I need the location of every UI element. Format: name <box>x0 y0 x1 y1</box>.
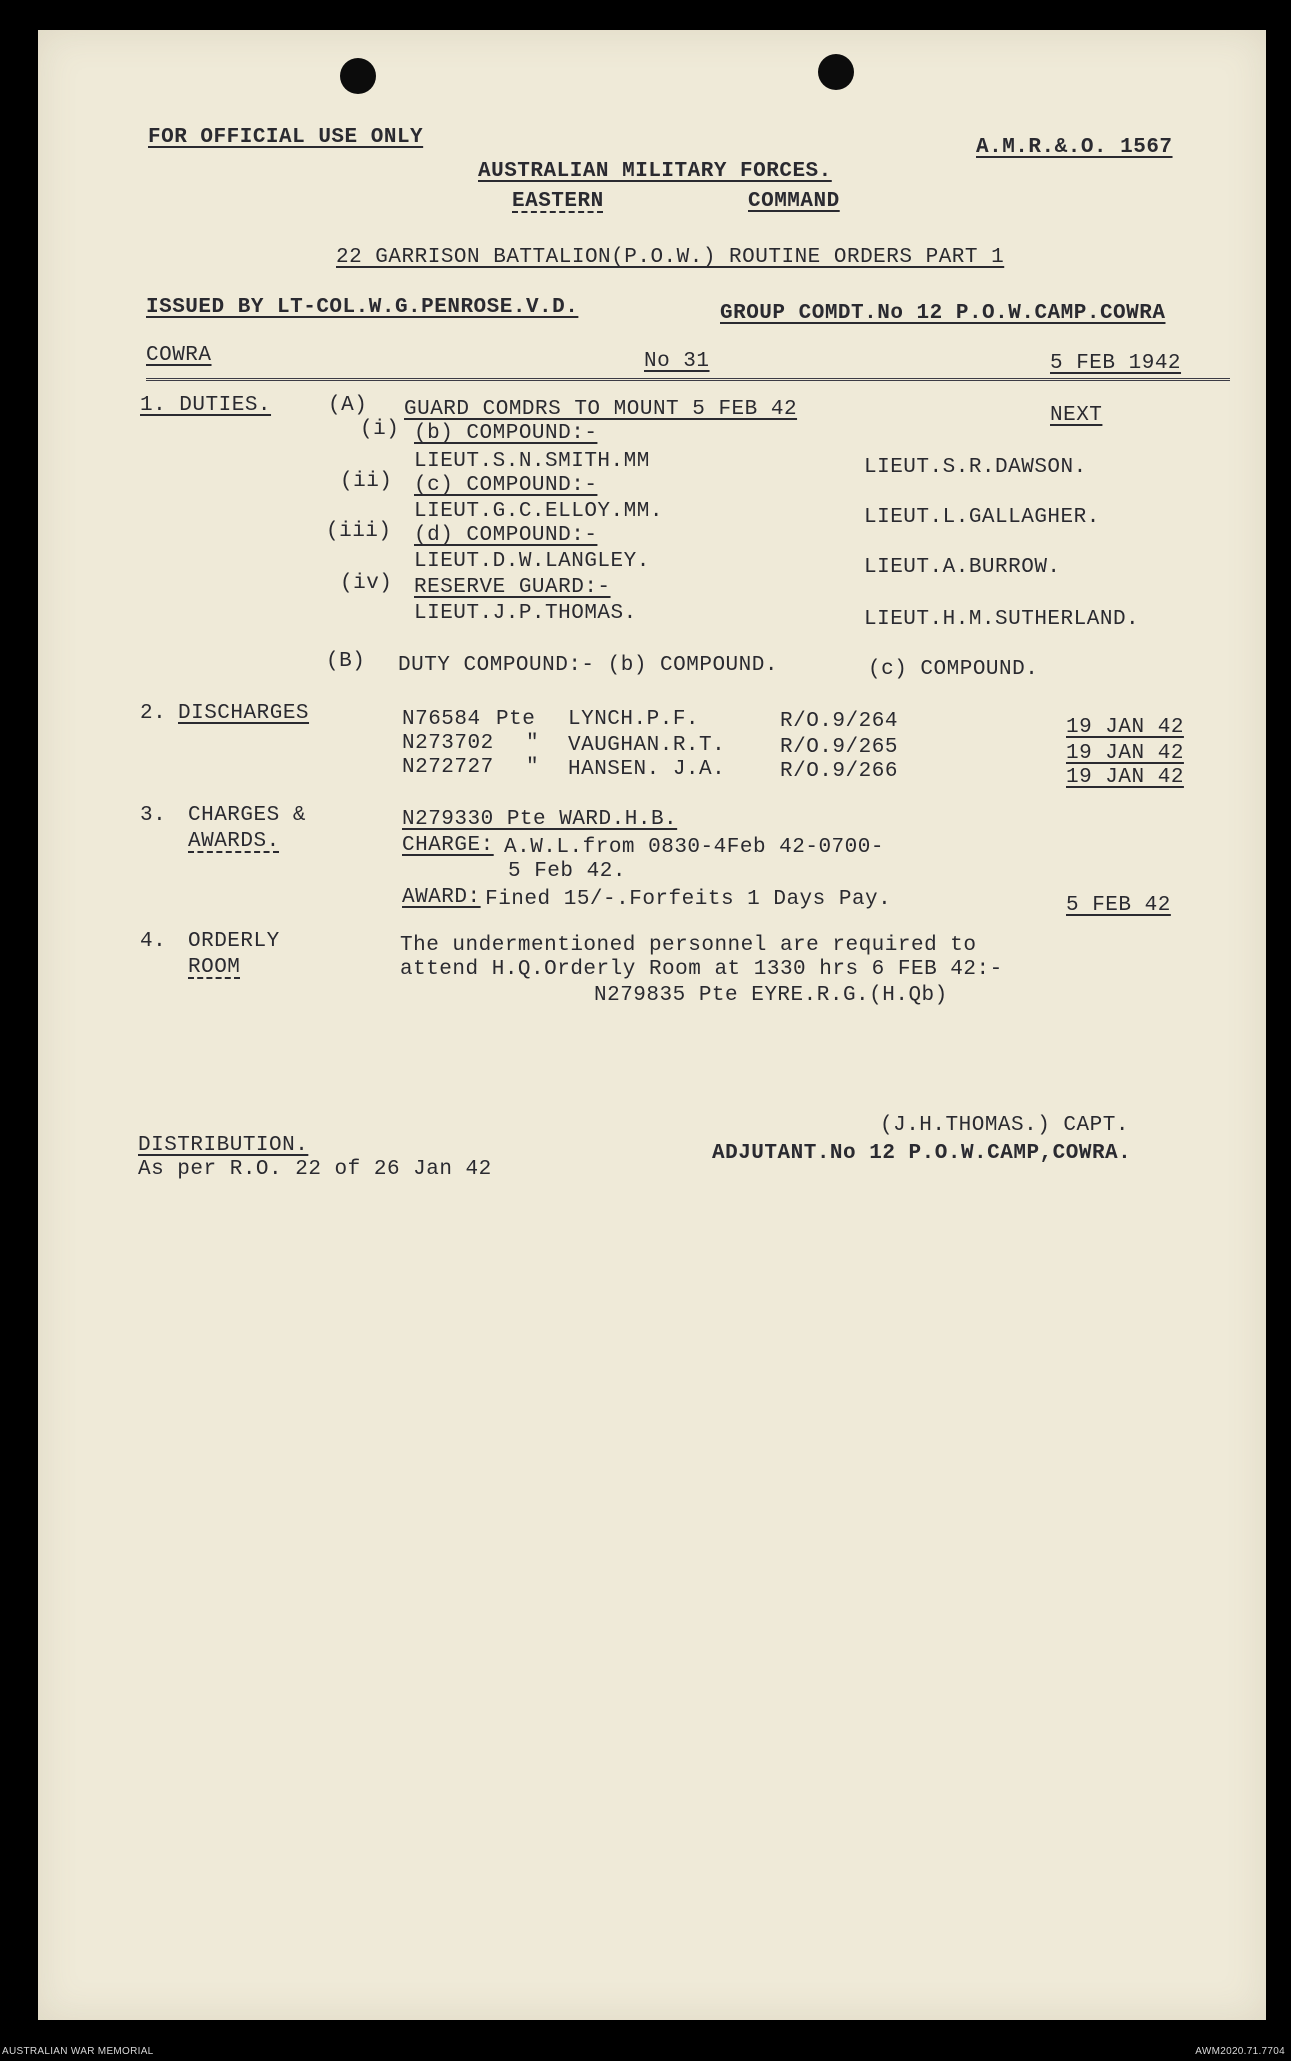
discharges-heading: DISCHARGES <box>178 702 310 725</box>
discharge-date: 19 JAN 42 <box>1066 742 1184 765</box>
guard-officer: LIEUT.J.P.THOMAS. <box>414 602 637 625</box>
guard-officer: LIEUT.G.C.ELLOY.MM. <box>414 500 663 523</box>
guard-heading: GUARD COMDRS TO MOUNT 5 FEB 42 <box>404 398 798 421</box>
awards-heading: AWARDS. <box>188 830 280 853</box>
command-left: EASTERN <box>512 190 604 213</box>
duty-compound-next: (c) COMPOUND. <box>868 658 1039 681</box>
section-a-label: (A) <box>328 394 368 417</box>
command-right: COMMAND <box>748 190 840 213</box>
soldier-name: VAUGHAN.R.T. <box>568 734 726 757</box>
discharges-number: 2. <box>140 702 167 725</box>
service-number: N76584 <box>402 708 481 731</box>
duty-index: (i) <box>360 418 400 441</box>
force-heading: AUSTRALIAN MILITARY FORCES. <box>478 160 832 183</box>
next-officer: LIEUT.H.M.SUTHERLAND. <box>864 608 1140 631</box>
service-number: N272727 <box>402 756 494 779</box>
signatory: (J.H.THOMAS.) CAPT. <box>880 1114 1129 1137</box>
charged-person: N279330 Pte WARD.H.B. <box>402 808 678 831</box>
discharge-date: 19 JAN 42 <box>1066 766 1184 789</box>
duty-index: (iv) <box>340 572 393 595</box>
issued-by: ISSUED BY LT-COL.W.G.PENROSE.V.D. <box>146 296 579 319</box>
compound-label: (b) COMPOUND:- <box>414 422 598 445</box>
order-date: 5 FEB 1942 <box>1050 352 1182 375</box>
routine-order-ref: R/O.9/266 <box>780 760 898 783</box>
next-officer: LIEUT.A.BURROW. <box>864 556 1061 579</box>
charge-detail: A.W.L.from 0830-4Feb 42-0700- <box>504 836 884 859</box>
award-label: AWARD: <box>402 886 481 909</box>
routine-order-ref: R/O.9/264 <box>780 710 898 733</box>
compound-label: (d) COMPOUND:- <box>414 524 598 547</box>
orderly-line: attend H.Q.Orderly Room at 1330 hrs 6 FEB 42:- <box>400 958 1003 981</box>
charge-label: CHARGE: <box>402 834 494 857</box>
award-detail: Fined 15/-.Forfeits 1 Days Pay. <box>472 888 892 911</box>
room-heading: ROOM <box>188 956 241 979</box>
next-officer: LIEUT.S.R.DAWSON. <box>864 456 1087 479</box>
order-number: No 31 <box>644 350 710 373</box>
duty-index: (iii) <box>326 520 392 543</box>
guard-officer: LIEUT.S.N.SMITH.MM <box>414 450 650 473</box>
punch-hole <box>818 54 854 90</box>
section-b-label: (B) <box>326 650 366 673</box>
discharge-date: 19 JAN 42 <box>1066 716 1184 739</box>
orderly-heading: ORDERLY <box>188 930 280 953</box>
place: COWRA <box>146 344 212 367</box>
orderly-number: 4. <box>140 930 167 953</box>
rank: " <box>526 732 540 755</box>
divider-rule <box>146 378 1230 391</box>
soldier-name: HANSEN. J.A. <box>568 758 726 781</box>
next-officer: LIEUT.L.GALLAGHER. <box>864 506 1100 529</box>
soldier-name: LYNCH.P.F. <box>568 708 700 731</box>
footer-source: AUSTRALIAN WAR MEMORIAL <box>2 2046 154 2057</box>
orderly-line: The undermentioned personnel are required to <box>400 934 977 957</box>
guard-officer: LIEUT.D.W.LANGLEY. <box>414 550 650 573</box>
distribution-heading: DISTRIBUTION. <box>138 1134 309 1157</box>
charges-heading: CHARGES & <box>188 804 306 827</box>
document-title: 22 GARRISON BATTALION(P.O.W.) ROUTINE ORDERS PART 1 <box>336 246 1005 269</box>
document-page <box>38 30 1266 2020</box>
charges-number: 3. <box>140 804 167 827</box>
compound-label: (c) COMPOUND:- <box>414 474 598 497</box>
distribution-detail: As per R.O. 22 of 26 Jan 42 <box>138 1158 492 1181</box>
duty-index: (ii) <box>340 470 393 493</box>
service-number: N273702 <box>402 732 494 755</box>
signatory-position: ADJUTANT.No 12 P.O.W.CAMP,COWRA. <box>712 1142 1132 1165</box>
reference-number: A.M.R.&.O. 1567 <box>976 136 1173 159</box>
next-heading: NEXT <box>1050 404 1103 427</box>
punch-hole <box>340 58 376 94</box>
rank: Pte <box>496 708 536 731</box>
routine-order-ref: R/O.9/265 <box>780 736 898 759</box>
rank: " <box>526 756 540 779</box>
footer-accession: AWM2020.71.7704 <box>1195 2046 1285 2057</box>
award-date: 5 FEB 42 <box>1066 894 1171 917</box>
duty-compound: DUTY COMPOUND:- (b) COMPOUND. <box>398 654 778 677</box>
compound-label: RESERVE GUARD:- <box>414 576 611 599</box>
charge-detail-cont: 5 Feb 42. <box>508 860 626 883</box>
group-commandant: GROUP COMDT.No 12 P.O.W.CAMP.COWRA <box>720 302 1166 325</box>
official-use-heading: FOR OFFICIAL USE ONLY <box>148 126 424 149</box>
duties-heading: 1. DUTIES. <box>140 394 272 417</box>
orderly-person: N279835 Pte EYRE.R.G.(H.Qb) <box>594 984 948 1007</box>
